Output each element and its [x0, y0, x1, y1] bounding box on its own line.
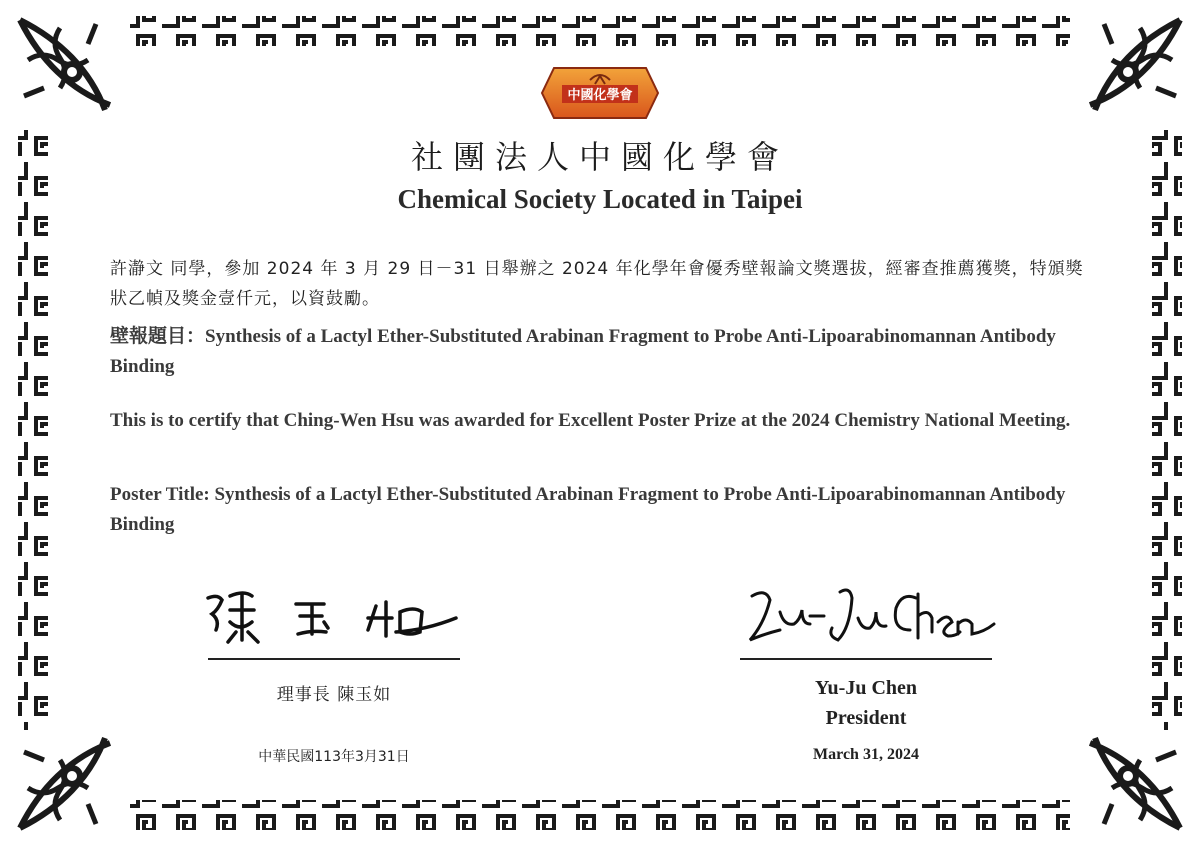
right-signature-line	[740, 658, 992, 660]
left-signature-date: 中華民國113年3月31日	[258, 749, 410, 765]
title-chinese: 社團法人中國化學會	[410, 138, 789, 176]
right-handwritten-signature	[740, 582, 1000, 652]
corner-ornament-bottom-right	[1090, 738, 1180, 828]
right-signatory-title: President	[825, 707, 907, 729]
title-english: Chemical Society Located in Taipei	[397, 184, 803, 214]
corner-ornament-top-left	[20, 20, 110, 110]
corner-ornament-bottom-left	[20, 738, 110, 828]
corner-ornament-top-right	[1090, 20, 1180, 110]
society-logo	[540, 66, 660, 120]
poster-title-chinese-label: 壁報題目：Synthesis of a Lactyl Ether-Substituted Arabinan Fragment to Probe Anti-Lipoarabinomannan Antibody Binding	[110, 326, 1056, 377]
logo-text: 中國化學會	[567, 88, 633, 103]
left-signatory-name: 理事長 陳玉如	[276, 685, 392, 705]
poster-title-english: Poster Title: Synthesis of a Lactyl Ether-Substituted Arabinan Fragment to Probe Anti-Lipoarabinomannan Antibody Binding	[110, 484, 1066, 535]
right-signature-date: March 31, 2024	[813, 746, 919, 763]
left-handwritten-signature	[200, 588, 470, 648]
right-signatory-name: Yu-Ju Chen	[814, 677, 918, 699]
award-text-chinese: 許瀞文 同學，參加 2024 年 3 月 29 日－31 日舉辦之 2024 年化學年會優秀壁報論文獎選拔，經審查推薦獲獎，特頒獎狀乙幀及獎金壹仟元，以資鼓勵。	[110, 259, 1084, 309]
certify-text-english: This is to certify that Ching-Wen Hsu was awarded for Excellent Poster Prize at the 2024 Chemistry National Meeting.	[110, 410, 1071, 431]
left-signature-line	[208, 658, 460, 660]
